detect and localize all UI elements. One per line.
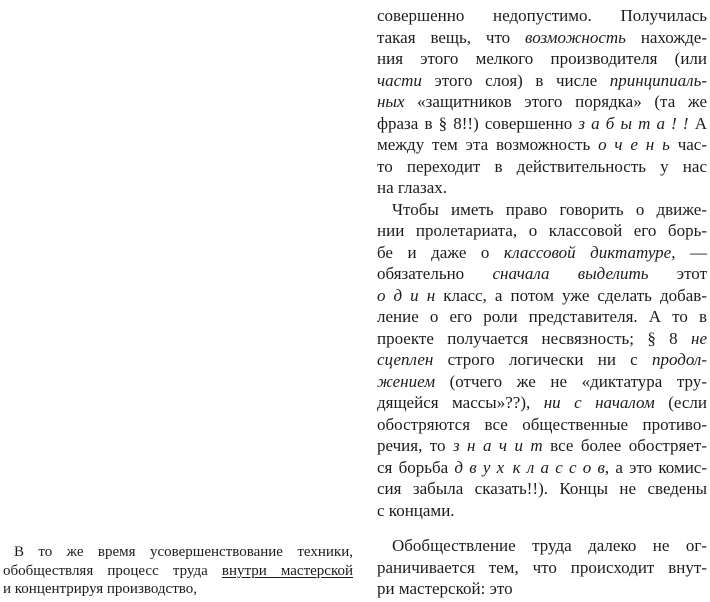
text-segment: обязательно (377, 264, 493, 283)
text-segment: между тем эта возможность (377, 135, 599, 154)
text-segment: раничивается тем, что происходит внут- (377, 557, 707, 577)
text-line (377, 328, 707, 350)
text-line (377, 557, 707, 579)
emphasized-text: части (377, 70, 422, 90)
text-segment: нии пролетариата, о классовой его борь- (377, 221, 707, 240)
text-line (377, 578, 707, 600)
text-segment: на глазах. (377, 178, 448, 197)
text-segment: дящейся массы»??), (377, 393, 544, 412)
text-line (377, 5, 707, 27)
emphasized-text: сначала выделить (492, 264, 649, 283)
text-segment: нахожде- (625, 27, 707, 47)
text-line (3, 543, 353, 562)
left-column (3, 543, 353, 599)
emphasized-text: не (691, 328, 707, 348)
emphasized-text: продол- (651, 350, 707, 369)
text-line (377, 414, 707, 436)
emphasized-text: з а б ы т а ! ! (578, 113, 689, 133)
text-segment: и концентрируя производство, (3, 581, 197, 598)
text-segment: ление о его роли представителя. А то в (377, 307, 707, 326)
text-line (377, 457, 707, 479)
text-segment: ри мастерской: это (377, 579, 513, 598)
text-segment: класс, а потом уже сделать добав- (435, 285, 707, 305)
text-segment: (отчего же не «диктатура тру- (435, 371, 707, 391)
text-segment: этот (648, 264, 707, 283)
text-segment: — (675, 242, 707, 262)
text-line (377, 306, 707, 328)
text-line (377, 478, 707, 500)
text-segment: А (688, 113, 708, 133)
emphasized-text: сцеплен (377, 350, 434, 369)
emphasized-text: жением (377, 371, 436, 391)
text-segment: с концами. (377, 500, 455, 520)
text-segment: то переходит в действительность у нас (377, 156, 707, 176)
text-line (377, 349, 707, 371)
text-segment: этого слоя) в числе (421, 70, 610, 90)
text-line (3, 580, 353, 599)
text-segment: ния этого мелкого производителя (или (377, 49, 707, 68)
text-segment: обостряются все общественные противо- (377, 414, 707, 434)
emphasized-text: д в у х к л а с с о в (454, 457, 605, 477)
text-line (377, 27, 707, 49)
emphasized-text: возможность (525, 27, 626, 47)
text-segment: речия, то (377, 436, 453, 455)
text-line (377, 371, 707, 393)
text-segment: обобществляя процесс труда (3, 562, 222, 579)
text-line (377, 48, 707, 70)
text-line (377, 500, 707, 522)
text-line (377, 199, 707, 221)
emphasized-text: о ч е н ь (598, 135, 670, 154)
text-segment: «защитников этого порядка» (та же (404, 92, 707, 111)
emphasized-text: о д и н (377, 285, 436, 305)
text-segment: все более обостряет- (542, 436, 708, 455)
paragraph (377, 199, 707, 522)
text-line (377, 70, 707, 92)
text-line (377, 435, 707, 457)
text-line (377, 285, 707, 307)
text-segment: Обобществление труда далеко не ог- (392, 536, 707, 555)
underlined-text: внутри мастерской (221, 562, 353, 579)
text-line (377, 113, 707, 135)
text-line (377, 535, 707, 557)
paragraph (377, 5, 707, 199)
text-line (377, 91, 707, 113)
text-segment: час- (669, 135, 707, 154)
emphasized-text: принципиаль- (609, 70, 707, 90)
text-line (377, 242, 707, 264)
text-segment: сия забыла сказать!!). Концы не сведены (377, 479, 707, 498)
paragraph (377, 535, 707, 600)
text-segment: Чтобы иметь право говорить о движе- (392, 199, 707, 219)
text-segment: , а это комис- (604, 457, 708, 477)
paragraph (3, 543, 353, 599)
text-line (377, 392, 707, 414)
emphasized-text: з н а ч и т (452, 436, 543, 455)
emphasized-text: ных (377, 92, 405, 111)
text-line (377, 134, 707, 156)
text-line (377, 263, 707, 285)
emphasized-text: ни с началом (543, 393, 655, 412)
text-segment: фраза в § 8!!) совершенно (377, 113, 579, 133)
emphasized-text: классовой диктатуре, (503, 242, 676, 262)
text-segment: такая вещь, что (377, 27, 526, 47)
text-segment: В то же время усовершенствование техники, (14, 544, 353, 560)
text-line (377, 220, 707, 242)
text-segment: совершенно недопустимо. Получилась (377, 6, 707, 25)
text-line (377, 156, 707, 178)
right-column (377, 5, 707, 600)
text-segment: проекте получается несвязность; § 8 (377, 328, 692, 348)
text-segment: (если (654, 393, 707, 412)
text-segment: ся борьба (377, 457, 455, 477)
text-segment: бе и даже о (377, 242, 504, 262)
text-line (377, 177, 707, 199)
text-segment: строго логически ни с (433, 350, 652, 369)
text-line (3, 562, 353, 581)
